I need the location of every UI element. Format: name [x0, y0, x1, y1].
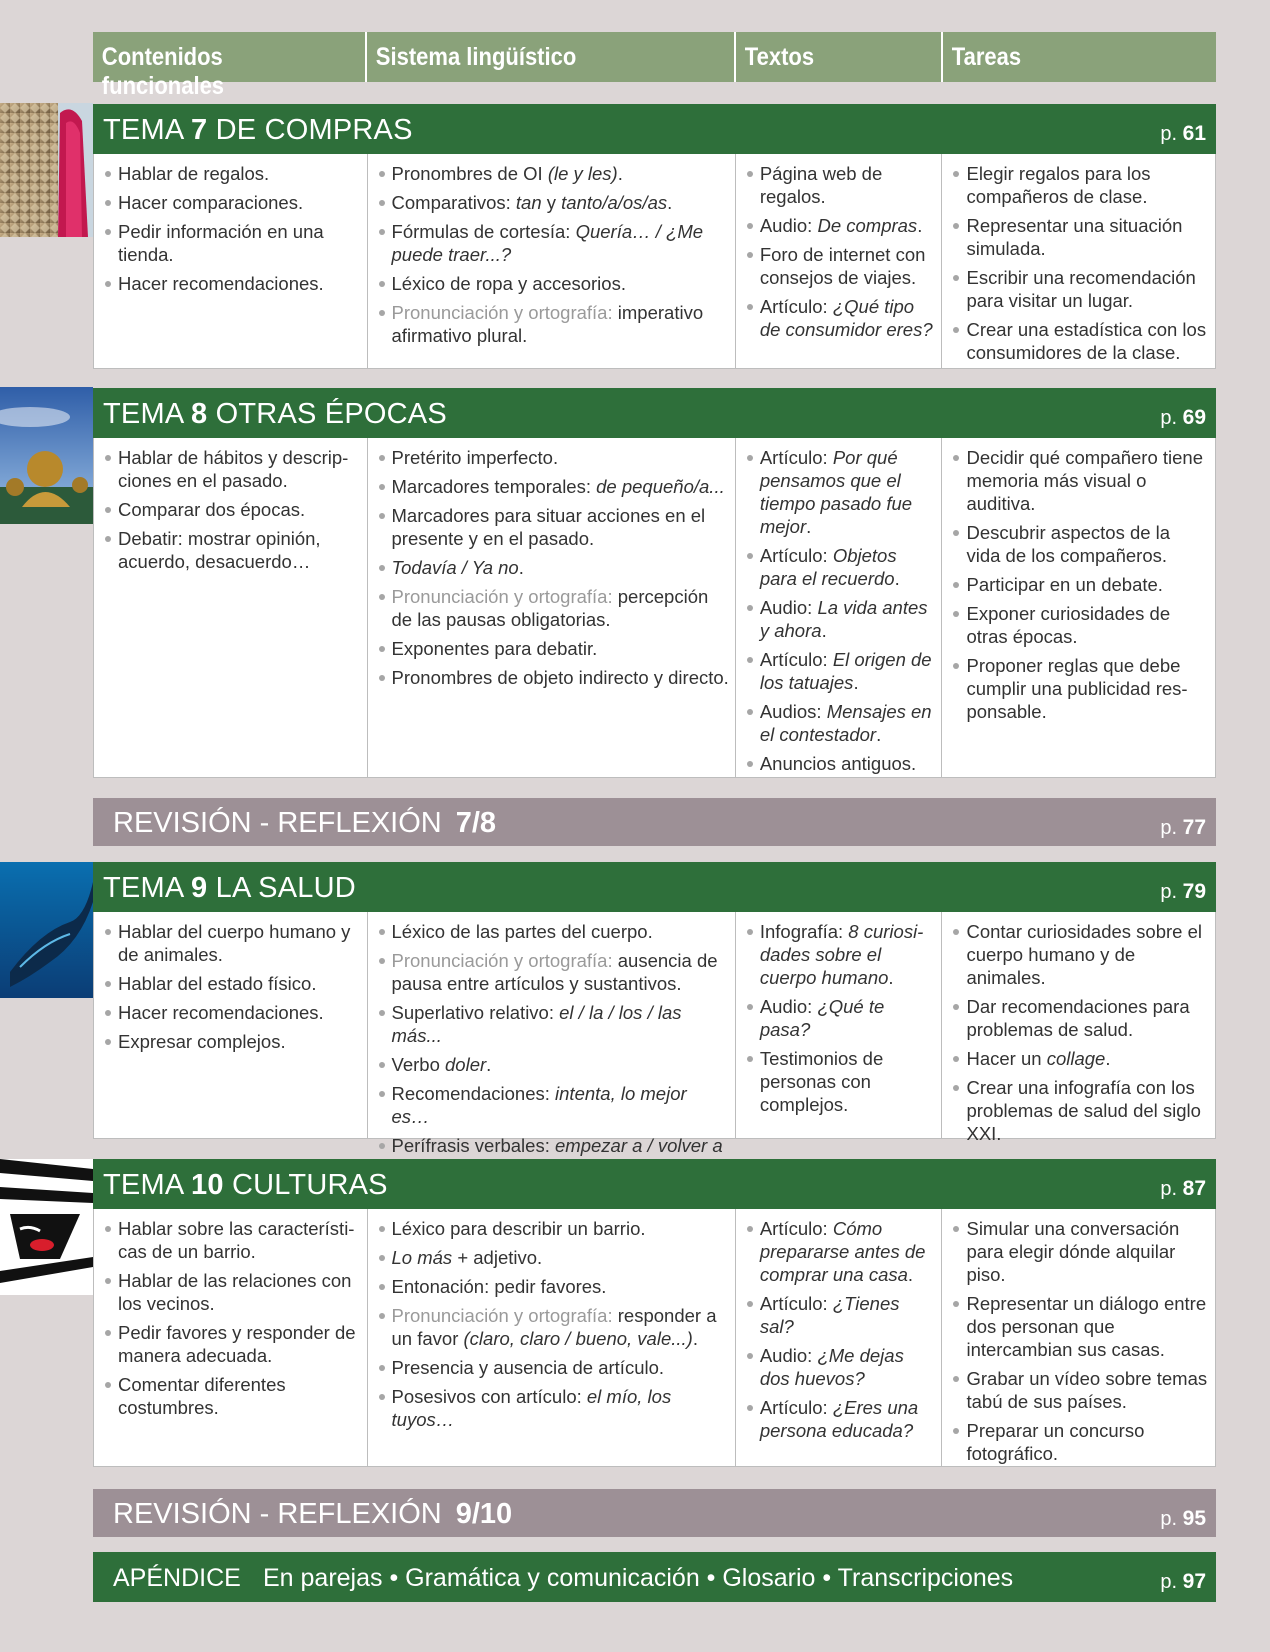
list-item: Audio: De compras.: [744, 214, 936, 237]
tema-10-tareas: [942, 1209, 1215, 1466]
tema-name: OTRAS ÉPOCAS: [215, 398, 447, 430]
tema-8-textos: [736, 438, 943, 777]
apendice-bar: [93, 1552, 1216, 1602]
tema-8-thumbnail-image: [0, 387, 93, 524]
tema-8-body: [93, 438, 1216, 778]
tema-7-page-ref: p. 61: [1160, 122, 1206, 145]
list-item: Pronunciación y ortografía: imperativo afirmativo plural.: [376, 301, 729, 347]
list-item: Todavía / Ya no.: [376, 556, 729, 579]
list-item: Comparar dos épocas.: [102, 498, 361, 521]
list-item: Léxico para describir un barrio.: [376, 1217, 729, 1240]
tema-10-title: [103, 1169, 388, 1202]
list-item: Artículo: Cómo prepararse antes de comprar una casa.: [744, 1217, 936, 1286]
revision-title: REVISIÓN - REFLEXIÓN 9/10: [113, 1498, 513, 1530]
tema-9-linguistico: [368, 912, 736, 1156]
tema-10-bar: [93, 1159, 1216, 1209]
tema-9-page-ref: p. 79: [1160, 880, 1206, 903]
tema-9-section: [93, 862, 1216, 1156]
tema-8-linguistico: [368, 438, 736, 777]
list-item: Perífrasis verbales: empezar a / volver a: [376, 1134, 729, 1180]
apendice-page-ref: p. 97: [1160, 1570, 1206, 1593]
tema-label: TEMA: [103, 398, 183, 430]
list-item: Representar un diálogo entre dos personan que intercambian sus casas.: [950, 1292, 1209, 1361]
list-item: Fórmulas de cortesía: Quería… / ¿Me puede traer...?: [376, 220, 729, 266]
list-item: Pedir información en una tienda.: [102, 220, 361, 266]
tema-10-page-ref: p. 87: [1160, 1177, 1206, 1200]
list-item: Crear una estadística con los consumidores de la clase.: [950, 318, 1209, 364]
list-item: Lo más + adjetivo.: [376, 1246, 729, 1269]
tema-number: 9: [191, 872, 208, 904]
list-item: Hacer recomendaciones.: [102, 1001, 361, 1024]
list-item: Audios: Mensajes en el contestador.: [744, 700, 936, 746]
revision-9-10-bar: [93, 1489, 1216, 1537]
tema-10-body: [93, 1209, 1216, 1467]
tema-7-section: [93, 104, 1216, 369]
list-item: Marcadores temporales: de pequeño/a...: [376, 475, 729, 498]
list-item: Crear una infografía con los problemas de salud del siglo XXI.: [950, 1076, 1209, 1145]
list-item: Pretérito imperfecto.: [376, 446, 729, 469]
list-item: Foro de internet con consejos de viajes.: [744, 243, 936, 289]
tema-8-title: [103, 398, 447, 431]
tema-10-section: [93, 1159, 1216, 1467]
list-item: Léxico de las partes del cuerpo.: [376, 920, 729, 943]
list-item: Pronunciación y ortografía: percepción de las pausas obligatorias.: [376, 585, 729, 631]
tema-label: TEMA: [103, 114, 183, 146]
list-item: Pronunciación y ortografía: responder a un favor (claro, claro / bueno, vale...).: [376, 1304, 729, 1350]
list-item: Página web de regalos.: [744, 162, 936, 208]
tema-10-linguistico: [368, 1209, 736, 1466]
header-textos: Textos: [744, 43, 815, 71]
list-item: Proponer reglas que debe cumplir una publicidad res-ponsable.: [950, 654, 1209, 723]
list-item: Simular una conversación para elegir dónde alquilar piso.: [950, 1217, 1209, 1286]
list-item: Grabar un vídeo sobre temas tabú de sus países.: [950, 1367, 1209, 1413]
list-item: Artículo: El origen de los tatuajes.: [744, 648, 936, 694]
list-item: Contar curiosidades sobre el cuerpo humano y de animales.: [950, 920, 1209, 989]
tema-9-textos: [736, 912, 943, 1138]
tema-8-tareas: [942, 438, 1215, 777]
list-item: Pronombres de objeto indirecto y directo.: [376, 666, 729, 689]
list-item: Hablar de hábitos y descrip-ciones en el pasado.: [102, 446, 361, 492]
list-item: Expresar complejos.: [102, 1030, 361, 1053]
tema-7-textos: [736, 154, 943, 368]
list-item: Hacer un collage.: [950, 1047, 1209, 1070]
header-contenidos-funcionales: Contenidos funcionales: [101, 43, 225, 100]
tema-label: TEMA: [103, 872, 183, 904]
apendice-items: En parejas • Gramática y comunicación • Glosario • Transcripciones: [263, 1564, 1014, 1592]
tema-7-tareas: [942, 154, 1215, 368]
revision-title: REVISIÓN - REFLEXIÓN 7/8: [113, 807, 497, 839]
tema-9-thumbnail-image: [0, 862, 93, 998]
tema-10-funcionales: [94, 1209, 368, 1466]
list-item: Escribir una recomendación para visitar un lugar.: [950, 266, 1209, 312]
list-item: Artículo: ¿Eres una persona educada?: [744, 1396, 936, 1442]
header-tareas: Tareas: [951, 43, 1022, 71]
list-item: Posesivos con artículo: el mío, los tuyos…: [376, 1385, 729, 1431]
list-item: Participar en un debate.: [950, 573, 1209, 596]
tema-name: LA SALUD: [215, 872, 356, 904]
list-item: Entonación: pedir favores.: [376, 1275, 729, 1298]
list-item: Hablar sobre las característi-cas de un barrio.: [102, 1217, 361, 1263]
list-item: Elegir regalos para los compañeros de clase.: [950, 162, 1209, 208]
list-item: Comparativos: tan y tanto/a/os/as.: [376, 191, 729, 214]
tema-8-bar: [93, 388, 1216, 438]
tema-7-linguistico: [368, 154, 736, 368]
revision-9-10-page-ref: p. 95: [1160, 1507, 1206, 1530]
list-item: Decidir qué compañero tiene memoria más visual o auditiva.: [950, 446, 1209, 515]
tema-9-bar: [93, 862, 1216, 912]
revision-7-8-page-ref: p. 77: [1160, 816, 1206, 839]
tema-9-funcionales: [94, 912, 368, 1138]
tema-9-body: [93, 912, 1216, 1156]
list-item: Dar recomendaciones para problemas de salud.: [950, 995, 1209, 1041]
tema-10-thumbnail-image: [0, 1159, 93, 1295]
tema-9-tareas: [942, 912, 1215, 1144]
list-item: Audio: ¿Me dejas dos huevos?: [744, 1344, 936, 1390]
list-item: Anuncios antiguos.: [744, 752, 936, 775]
list-item: Hablar de regalos.: [102, 162, 361, 185]
tema-number: 10: [191, 1169, 224, 1201]
list-item: Artículo: ¿Tienes sal?: [744, 1292, 936, 1338]
tema-7-bar: [93, 104, 1216, 154]
list-item: Hablar de las relaciones con los vecinos.: [102, 1269, 361, 1315]
list-item: Debatir: mostrar opinión, acuerdo, desacuerdo…: [102, 527, 361, 573]
list-item: Verbo doler.: [376, 1053, 729, 1076]
list-item: Hablar del estado físico.: [102, 972, 361, 995]
list-item: Superlativo relativo: el / la / los / las más...: [376, 1001, 729, 1047]
header-sistema-linguistico: Sistema lingüístico: [375, 43, 577, 71]
tema-10-textos: [736, 1209, 943, 1466]
tema-number: 7: [191, 114, 208, 146]
list-item: Artículo: ¿Qué tipo de consumidor eres?: [744, 295, 936, 341]
apendice-title: APÉNDICE: [113, 1564, 241, 1592]
list-item: Artículo: Objetos para el recuerdo.: [744, 544, 936, 590]
list-item: Representar una situación simulada.: [950, 214, 1209, 260]
tema-7-thumbnail-image: [0, 103, 93, 237]
list-item: Presencia y ausencia de artículo.: [376, 1356, 729, 1379]
list-item: Preparar un concurso fotográfico.: [950, 1419, 1209, 1465]
list-item: Léxico de ropa y accesorios.: [376, 272, 729, 295]
list-item: Marcadores para situar acciones en el presente y en el pasado.: [376, 504, 729, 550]
list-item: Artículo: Por qué pensamos que el tiempo pasado fue mejor.: [744, 446, 936, 538]
tema-8-section: [93, 388, 1216, 778]
list-item: Hablar del cuerpo humano y de animales.: [102, 920, 361, 966]
tema-9-title: [103, 872, 356, 905]
tema-8-page-ref: p. 69: [1160, 406, 1206, 429]
list-item: Pedir favores y responder de manera adecuada.: [102, 1321, 361, 1367]
list-item: Pronombres de OI (le y les).: [376, 162, 729, 185]
list-item: Infografía: 8 curiosi-dades sobre el cuerpo humano.: [744, 920, 936, 989]
tema-8-funcionales: [94, 438, 368, 777]
list-item: Hacer comparaciones.: [102, 191, 361, 214]
list-item: Descubrir aspectos de la vida de los compañeros.: [950, 521, 1209, 567]
list-item: Exponer curiosidades de otras épocas.: [950, 602, 1209, 648]
tema-name: CULTURAS: [231, 1169, 388, 1201]
column-header-row: [93, 32, 1216, 100]
list-item: Testimonios de personas con complejos.: [744, 1047, 936, 1116]
list-item: Audio: ¿Qué te pasa?: [744, 995, 936, 1041]
tema-7-body: [93, 154, 1216, 369]
tema-label: TEMA: [103, 1169, 183, 1201]
tema-name: DE COMPRAS: [215, 114, 413, 146]
revision-7-8-bar: [93, 798, 1216, 846]
list-item: Audio: La vida antes y ahora.: [744, 596, 936, 642]
list-item: Comentar diferentes costumbres.: [102, 1373, 361, 1419]
list-item: Hacer recomendaciones.: [102, 272, 361, 295]
tema-7-title: [103, 114, 413, 147]
list-item: Exponentes para debatir.: [376, 637, 729, 660]
list-item: Pronunciación y ortografía: ausencia de pausa entre artículos y sustantivos.: [376, 949, 729, 995]
tema-number: 8: [191, 398, 208, 430]
list-item: Recomendaciones: intenta, lo mejor es…: [376, 1082, 729, 1128]
tema-7-funcionales: [94, 154, 368, 368]
